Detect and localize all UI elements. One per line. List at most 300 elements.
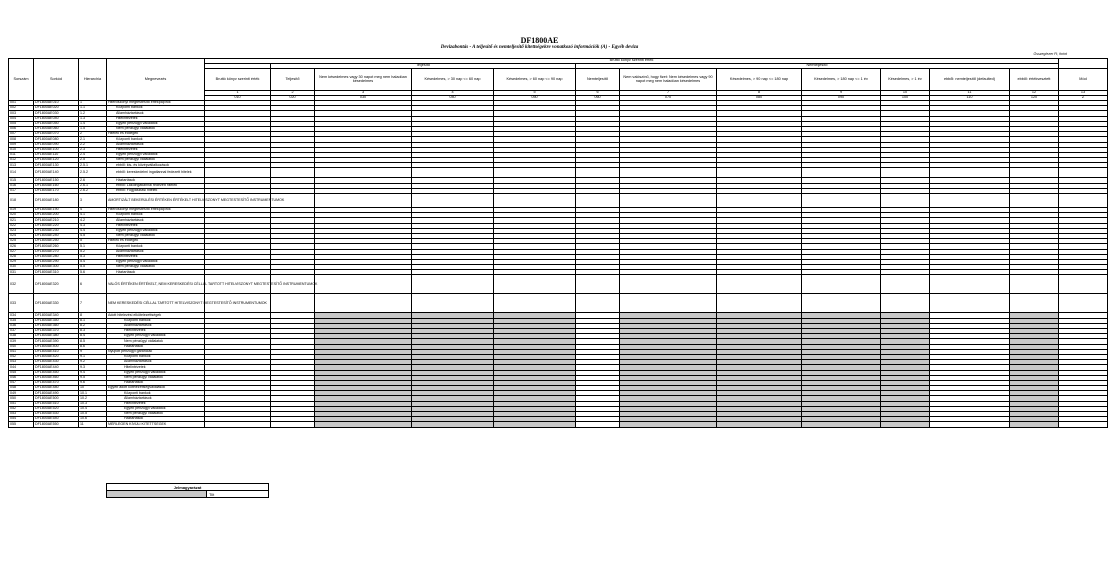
row-code: DF1800AE360	[34, 323, 79, 328]
data-cell[interactable]	[271, 168, 315, 178]
row-number: 038	[9, 334, 34, 339]
row-code: DF1800AE350	[34, 318, 79, 323]
data-cell[interactable]	[271, 422, 315, 427]
row-hierarchy: 8.1	[79, 318, 107, 323]
row-code: DF1800AE430	[34, 360, 79, 365]
row-code: DF1800AE180	[34, 194, 79, 208]
row-hierarchy: 9	[79, 349, 107, 354]
data-cell[interactable]	[620, 275, 717, 294]
data-cell[interactable]	[494, 294, 576, 313]
row-label: Államháztartások	[107, 142, 205, 147]
row-hierarchy: 1.5	[79, 126, 107, 131]
row-label: Adott hitelezési elkötelezettségek	[107, 313, 205, 318]
row-number: 029	[9, 259, 34, 264]
row-code: DF1800AE090	[34, 142, 79, 147]
row-code: DF1800AE440	[34, 365, 79, 370]
row-number: 010	[9, 147, 34, 152]
document-title: DF1800AE	[520, 36, 559, 45]
data-cell[interactable]	[494, 194, 576, 208]
row-label: Központi bankok	[107, 354, 205, 359]
row-code: DF1800AE230	[34, 228, 79, 233]
column-header: ebből: nemteljesítő (defaulted)	[930, 69, 1010, 91]
row-code: DF1800AE030	[34, 111, 79, 116]
row-number: 037	[9, 329, 34, 334]
row-number: 008	[9, 137, 34, 142]
row-code: DF1800AE420	[34, 354, 79, 359]
column-number: 5	[494, 91, 576, 96]
row-number: 048	[9, 386, 34, 391]
row-number: 035	[9, 318, 34, 323]
row-code: DF1800AE190	[34, 208, 79, 213]
column-header: Bruttó könyv szerinti érték	[205, 69, 271, 91]
row-hierarchy: 9.4	[79, 370, 107, 375]
row-label: Egyéb pénzügyi vállalatok	[107, 406, 205, 411]
row-hierarchy: 4.2	[79, 218, 107, 223]
row-label: Központi bankok	[107, 318, 205, 323]
table-row	[9, 294, 1108, 313]
row-code: DF1800AE200	[34, 213, 79, 218]
row-hierarchy: 3	[79, 194, 107, 208]
row-label: Központi bankok	[107, 213, 205, 218]
data-cell[interactable]	[576, 275, 620, 294]
row-number: 026	[9, 244, 34, 249]
row-code: DF1800AE410	[34, 349, 79, 354]
row-code: DF1800AE170	[34, 188, 79, 193]
data-cell[interactable]	[576, 294, 620, 313]
row-number: 017	[9, 188, 34, 193]
row-hierarchy: 8	[79, 313, 107, 318]
row-number: 047	[9, 380, 34, 385]
row-label: Államháztartások	[107, 111, 205, 116]
column-number: 9	[802, 91, 881, 96]
row-hierarchy: 4.4	[79, 228, 107, 233]
data-cell[interactable]	[271, 294, 315, 313]
row-code: DF1800AE280	[34, 254, 79, 259]
row-hierarchy: 1.1	[79, 106, 107, 111]
data-cell[interactable]	[930, 194, 1010, 208]
row-hierarchy: 9.5	[79, 375, 107, 380]
row-number: 002	[9, 106, 34, 111]
row-number: 055	[9, 422, 34, 427]
data-cell[interactable]	[802, 168, 881, 178]
row-code: DF1800AE300	[34, 265, 79, 270]
data-cell[interactable]	[1010, 168, 1059, 178]
column-code: 050	[494, 96, 576, 101]
row-code: DF1800AE480	[34, 386, 79, 391]
row-hierarchy: 2.6.2	[79, 188, 107, 193]
row-label: Egyéb pénzügyi vállalatok	[107, 121, 205, 126]
document-subtitle: Devizabontás - A teljesítő és nemteljesítő kitettségekre vonatkozó információk (A) - Egyéb deviza	[440, 45, 639, 50]
data-cell[interactable]	[1059, 194, 1108, 208]
row-hierarchy: 7	[79, 294, 107, 313]
row-code: DF1800AE380	[34, 334, 79, 339]
row-code: DF1800AE540	[34, 417, 79, 422]
data-cell[interactable]	[881, 275, 930, 294]
row-label: Hitelviszonyt megtestesítő értékpapírok	[107, 208, 205, 213]
row-label: Hitelintézetek	[107, 223, 205, 228]
row-hierarchy: 1.2	[79, 111, 107, 116]
row-number: 003	[9, 111, 34, 116]
table-row	[9, 168, 1108, 178]
row-code: DF1800AE330	[34, 294, 79, 313]
row-number: 033	[9, 294, 34, 313]
row-number: 001	[9, 101, 34, 106]
row-label: Háztartások	[107, 178, 205, 183]
row-code: DF1800AE240	[34, 233, 79, 238]
legend-gray-label: Tilt	[207, 491, 269, 498]
column-header: Késedelmes, > 60 nap <= 90 nap	[494, 69, 576, 91]
column-header: Nemteljesítő	[576, 69, 620, 91]
column-number: 8	[717, 91, 802, 96]
header-group-teljesito: Teljesítő	[271, 64, 576, 69]
row-label: Háztartások	[107, 270, 205, 275]
column-number: 3	[315, 91, 412, 96]
row-label: Egyéb pénzügyi vállalatok	[107, 228, 205, 233]
legend	[106, 483, 269, 498]
data-cell[interactable]	[576, 194, 620, 208]
row-number: 004	[9, 116, 34, 121]
table-row	[9, 422, 1108, 427]
data-cell[interactable]	[717, 194, 802, 208]
row-label: Államháztartások	[107, 396, 205, 401]
column-code: 110	[930, 96, 1010, 101]
column-code: 030	[315, 96, 412, 101]
data-cell[interactable]	[494, 168, 576, 178]
row-code: DF1800AE120	[34, 158, 79, 163]
row-hierarchy: 9.2	[79, 360, 107, 365]
header-group-top: Bruttó könyv szerinti érték	[205, 59, 1059, 64]
data-cell[interactable]	[1059, 294, 1108, 313]
data-cell[interactable]	[205, 422, 271, 427]
row-code: DF1800AE010	[34, 101, 79, 106]
row-number: 045	[9, 370, 34, 375]
column-code: 040	[412, 96, 494, 101]
column-code: 090	[802, 96, 881, 101]
row-number: 022	[9, 223, 34, 228]
data-cell[interactable]	[717, 275, 802, 294]
row-number: 020	[9, 213, 34, 218]
data-cell[interactable]	[315, 294, 412, 313]
row-hierarchy: 2.6.1	[79, 183, 107, 188]
row-label: Egyéb pénzügyi vállalatok	[107, 259, 205, 264]
row-number: 034	[9, 313, 34, 318]
row-label: Egyéb pénzügyi vállalatok	[107, 334, 205, 339]
data-cell[interactable]	[315, 422, 412, 427]
row-label: Államháztartások	[107, 249, 205, 254]
row-number: 006	[9, 126, 34, 131]
row-hierarchy: 2.2	[79, 142, 107, 147]
row-code: DF1800AE460	[34, 375, 79, 380]
data-cell[interactable]	[802, 275, 881, 294]
data-cell[interactable]	[1010, 294, 1059, 313]
row-code: DF1800AE290	[34, 259, 79, 264]
row-code: DF1800AE400	[34, 344, 79, 349]
row-number: 009	[9, 142, 34, 147]
data-cell[interactable]	[620, 422, 717, 427]
row-number: 027	[9, 249, 34, 254]
row-code: DF1800AE110	[34, 152, 79, 157]
column-code: Z	[1059, 96, 1108, 101]
row-hierarchy: 5	[79, 239, 107, 244]
data-cell[interactable]	[1059, 168, 1108, 178]
data-cell[interactable]	[881, 422, 930, 427]
data-cell[interactable]	[412, 422, 494, 427]
header-blank	[1059, 59, 1108, 69]
row-hierarchy: 8.6	[79, 344, 107, 349]
row-hierarchy: 9.3	[79, 365, 107, 370]
row-number: 046	[9, 375, 34, 380]
data-cell[interactable]	[930, 294, 1010, 313]
column-number: 1	[205, 91, 271, 96]
legend-title: Jelmagyarázat	[107, 484, 269, 491]
row-label: Hitelek és előlegek	[107, 239, 205, 244]
unit-note: Összeg/ezer Ft, forint	[1033, 52, 1067, 56]
data-cell[interactable]	[802, 422, 881, 427]
row-code: DF1800AE040	[34, 116, 79, 121]
row-label: Hitelintézetek	[107, 254, 205, 259]
row-label: Nem pénzügyi vállalatok	[107, 412, 205, 417]
row-code: DF1800AE510	[34, 401, 79, 406]
row-hierarchy: 2.3	[79, 147, 107, 152]
row-label: Hitelviszonyt megtestesítő értékpapírok	[107, 101, 205, 106]
row-hierarchy: 5.5	[79, 265, 107, 270]
row-code: DF1800AE020	[34, 106, 79, 111]
row-number: 053	[9, 412, 34, 417]
row-label: Államháztartások	[107, 218, 205, 223]
data-cell[interactable]	[412, 194, 494, 208]
row-number: 015	[9, 178, 34, 183]
column-number: 7	[620, 91, 717, 96]
data-cell[interactable]	[315, 194, 412, 208]
data-cell[interactable]	[1010, 422, 1059, 427]
row-code: DF1800AE340	[34, 313, 79, 318]
data-cell[interactable]	[717, 294, 802, 313]
row-number: 040	[9, 344, 34, 349]
column-number: 4	[412, 91, 494, 96]
data-cell[interactable]	[494, 422, 576, 427]
row-code: DF1800AE150	[34, 178, 79, 183]
row-code: DF1800AE210	[34, 218, 79, 223]
row-number: 011	[9, 152, 34, 157]
column-number: 12	[1010, 91, 1059, 96]
row-label: Hitelintézetek	[107, 147, 205, 152]
row-number: 041	[9, 349, 34, 354]
data-cell[interactable]	[717, 168, 802, 178]
row-label: ebből: kereskedelmi ingatlannal fedezett hitelek	[107, 168, 205, 178]
row-number: 044	[9, 365, 34, 370]
row-label: ebből: Fogyasztási hitelek	[107, 188, 205, 193]
row-label: VALÓS ÉRTÉKEN ÉRTÉKELT, NEM KERESKEDÉSI CÉLLAL TARTOTT HITELVISZONYT MEGTESTESÍTŐ INSTRUMENTUMOK	[107, 275, 205, 294]
row-number: 013	[9, 163, 34, 168]
row-number: 023	[9, 228, 34, 233]
row-code: DF1800AE390	[34, 339, 79, 344]
row-number: 051	[9, 401, 34, 406]
column-code: 020	[271, 96, 315, 101]
row-number: 019	[9, 208, 34, 213]
header-megnevezes: Megnevezés	[107, 59, 205, 101]
row-number: 050	[9, 396, 34, 401]
legend-gray-swatch	[107, 491, 207, 498]
row-number: 012	[9, 158, 34, 163]
row-hierarchy: 11	[79, 422, 107, 427]
row-label: Háztartások	[107, 417, 205, 422]
row-hierarchy: 8.3	[79, 329, 107, 334]
row-number: 024	[9, 233, 34, 238]
data-cell[interactable]	[881, 194, 930, 208]
row-hierarchy: 4.1	[79, 213, 107, 218]
row-code: DF1800AE450	[34, 370, 79, 375]
row-label: Nem pénzügyi vállalatok	[107, 265, 205, 270]
row-hierarchy: 10.2	[79, 396, 107, 401]
data-cell[interactable]	[205, 168, 271, 178]
data-cell[interactable]	[620, 168, 717, 178]
row-label: Nem pénzügyi vállalatok	[107, 375, 205, 380]
table-row	[9, 194, 1108, 208]
data-cell[interactable]	[1059, 422, 1108, 427]
row-number: 018	[9, 194, 34, 208]
row-number: 016	[9, 183, 34, 188]
row-number: 007	[9, 132, 34, 137]
row-hierarchy: 5.6	[79, 270, 107, 275]
data-cell[interactable]	[315, 275, 412, 294]
row-label: Egyéb adott kötelezettségvállalások	[107, 386, 205, 391]
row-hierarchy: 10.1	[79, 391, 107, 396]
row-hierarchy: 2.4	[79, 152, 107, 157]
row-hierarchy: 10	[79, 386, 107, 391]
row-code: DF1800AE220	[34, 223, 79, 228]
row-hierarchy: 1.3	[79, 116, 107, 121]
column-code: 120	[1010, 96, 1059, 101]
data-cell[interactable]	[1010, 275, 1059, 294]
row-label: Egyéb pénzügyi vállalatok	[107, 370, 205, 375]
data-cell[interactable]	[315, 168, 412, 178]
row-number: 032	[9, 275, 34, 294]
row-code: DF1800AE500	[34, 396, 79, 401]
data-cell[interactable]	[576, 168, 620, 178]
row-hierarchy: 10.6	[79, 417, 107, 422]
row-label: NEM KERESKEDÉSI CÉLLAL TARTOTT HITELVISZONYT MEGTESTESÍTŐ INSTRUMENTUMOK	[107, 294, 205, 313]
row-code: DF1800AE160	[34, 183, 79, 188]
row-hierarchy: 1	[79, 101, 107, 106]
row-code: DF1800AE100	[34, 147, 79, 152]
row-number: 030	[9, 265, 34, 270]
row-hierarchy: 4.3	[79, 223, 107, 228]
header-sorszam: Sorszám	[9, 59, 34, 101]
row-code: DF1800AE070	[34, 132, 79, 137]
row-label: ebből: Lakóingatlannal fedezett hitelek	[107, 183, 205, 188]
row-label: Központi bankok	[107, 106, 205, 111]
row-hierarchy: 8.5	[79, 339, 107, 344]
data-cell[interactable]	[1010, 194, 1059, 208]
table-row	[9, 275, 1108, 294]
row-hierarchy: 9.1	[79, 354, 107, 359]
row-label: Háztartások	[107, 344, 205, 349]
column-header: Teljesítő	[271, 69, 315, 91]
header-sorkod: Sorkód	[34, 59, 79, 101]
column-code: 070	[620, 96, 717, 101]
row-label: Államháztartások	[107, 360, 205, 365]
column-code: 010	[205, 96, 271, 101]
row-code: DF1800AE530	[34, 412, 79, 417]
row-hierarchy: 4	[79, 208, 107, 213]
row-label: Egyéb pénzügyi vállalatok	[107, 152, 205, 157]
row-hierarchy: 2.5	[79, 158, 107, 163]
row-label: Nem pénzügyi vállalatok	[107, 339, 205, 344]
row-label: Államháztartások	[107, 323, 205, 328]
data-cell[interactable]	[930, 168, 1010, 178]
data-cell[interactable]	[620, 194, 717, 208]
column-number: 2	[271, 91, 315, 96]
row-label: Nem pénzügyi vállalatok	[107, 233, 205, 238]
row-label: Nyújtott pénzügyi garanciák	[107, 349, 205, 354]
data-cell[interactable]	[930, 275, 1010, 294]
row-label: Hitelek és előlegek	[107, 132, 205, 137]
row-hierarchy: 5.1	[79, 244, 107, 249]
data-cell[interactable]	[881, 294, 930, 313]
row-label: Központi bankok	[107, 244, 205, 249]
data-cell[interactable]	[412, 294, 494, 313]
row-hierarchy: 9.6	[79, 380, 107, 385]
row-number: 043	[9, 360, 34, 365]
row-label: Hitelintézetek	[107, 365, 205, 370]
row-code: DF1800AE490	[34, 391, 79, 396]
row-hierarchy: 8.2	[79, 323, 107, 328]
row-hierarchy: 5.3	[79, 254, 107, 259]
data-cell[interactable]	[802, 294, 881, 313]
column-header: Késedelmes, > 90 nap <= 180 nap	[717, 69, 802, 91]
report-table	[8, 58, 1108, 428]
header-group-nemteljesito: Nemteljesítő	[576, 64, 1059, 69]
row-hierarchy: 5.2	[79, 249, 107, 254]
row-number: 054	[9, 417, 34, 422]
data-cell[interactable]	[717, 422, 802, 427]
column-header: Késedelmes, > 180 nap <= 1 év	[802, 69, 881, 91]
column-code: 100	[881, 96, 930, 101]
data-cell[interactable]	[494, 275, 576, 294]
row-hierarchy: 2.5.1	[79, 163, 107, 168]
data-cell[interactable]	[576, 422, 620, 427]
row-label: Hitelintézetek	[107, 401, 205, 406]
row-number: 028	[9, 254, 34, 259]
row-number: 014	[9, 168, 34, 178]
data-cell[interactable]	[620, 294, 717, 313]
column-header: Mód	[1059, 69, 1108, 91]
row-code: DF1800AE310	[34, 270, 79, 275]
row-number: 036	[9, 323, 34, 328]
data-cell[interactable]	[412, 168, 494, 178]
row-code: DF1800AE260	[34, 244, 79, 249]
row-hierarchy: 1.4	[79, 121, 107, 126]
column-header: Nem késedelmes vagy 30 napot meg nem haladóan késedelmes	[315, 69, 412, 91]
data-cell[interactable]	[802, 194, 881, 208]
row-label: Hitelintézetek	[107, 329, 205, 334]
row-code: DF1800AE140	[34, 168, 79, 178]
row-label: MÉRLEGEN KÍVÜLI KITETTSÉGEK	[107, 422, 205, 427]
column-code: 060	[576, 96, 620, 101]
column-header: Késedelmes, > 1 év	[881, 69, 930, 91]
column-number: 13	[1059, 91, 1108, 96]
row-code: DF1800AE320	[34, 275, 79, 294]
column-number: 11	[930, 91, 1010, 96]
data-cell[interactable]	[881, 168, 930, 178]
data-cell[interactable]	[1059, 275, 1108, 294]
data-cell[interactable]	[412, 275, 494, 294]
header-hierarchia: Hierarchia	[79, 59, 107, 101]
data-cell[interactable]	[930, 422, 1010, 427]
row-hierarchy: 6	[79, 275, 107, 294]
row-number: 021	[9, 218, 34, 223]
row-code: DF1800AE060	[34, 126, 79, 131]
